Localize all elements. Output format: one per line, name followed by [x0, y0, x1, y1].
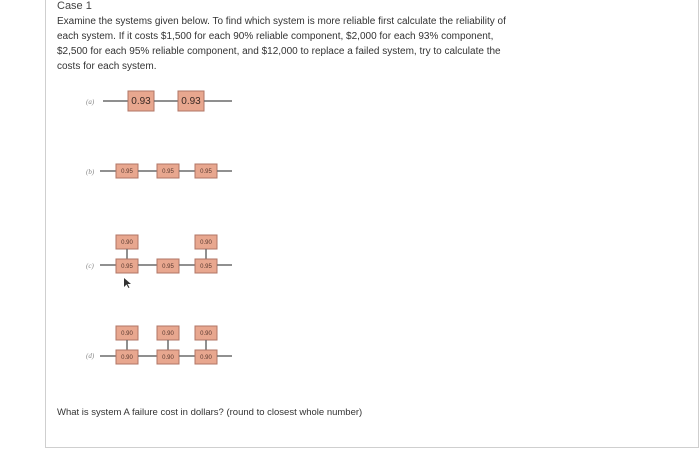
system-d-bottom-component-3-value: 0.90 [200, 355, 212, 361]
system-d-bottom-component-2-value: 0.90 [162, 355, 174, 361]
case-title: Case 1 [57, 0, 92, 12]
system-c-bottom-component-3-value: 0.95 [200, 264, 212, 270]
question-text: What is system A failure cost in dollars? (round to closest whole number) [57, 407, 363, 418]
system-b [86, 164, 232, 178]
system-b-component-2-value: 0.95 [162, 169, 174, 175]
system-d-top-component-3-value: 0.90 [200, 331, 212, 337]
system-c-top-component-2-value: 0.90 [200, 240, 212, 246]
system-c-top-component-1-value: 0.90 [121, 240, 133, 246]
system-c-label: (c) [86, 262, 94, 270]
system-b-component-1-value: 0.95 [121, 169, 133, 175]
system-d-label: (d) [86, 352, 95, 360]
mouse-cursor-icon [124, 278, 131, 288]
system-a-component-1-value: 0.93 [131, 96, 151, 107]
system-d-top-component-2-value: 0.90 [162, 331, 174, 337]
intro-text: Examine the systems given below. To find which system is more reliable first calculate the reliability of each system. If it costs $1,500 for each 90% reliable component, $2,000 for each 93% component, $2,500 for each 95% reliable component, and $12,000 to replace a failed system, try to calculate the costs for each system. [57, 16, 506, 72]
system-a-component-2-value: 0.93 [181, 96, 201, 107]
system-b-component-3-value: 0.95 [200, 169, 212, 175]
system-a [86, 91, 232, 111]
system-a-label: (a) [86, 98, 95, 106]
system-c-bottom-component-1-value: 0.95 [121, 264, 133, 270]
system-d [86, 326, 232, 364]
system-b-label: (b) [86, 168, 95, 176]
system-d-bottom-component-1-value: 0.90 [121, 355, 133, 361]
system-d-top-component-1-value: 0.90 [121, 331, 133, 337]
system-c-bottom-component-2-value: 0.95 [162, 264, 174, 270]
system-c [86, 235, 232, 288]
